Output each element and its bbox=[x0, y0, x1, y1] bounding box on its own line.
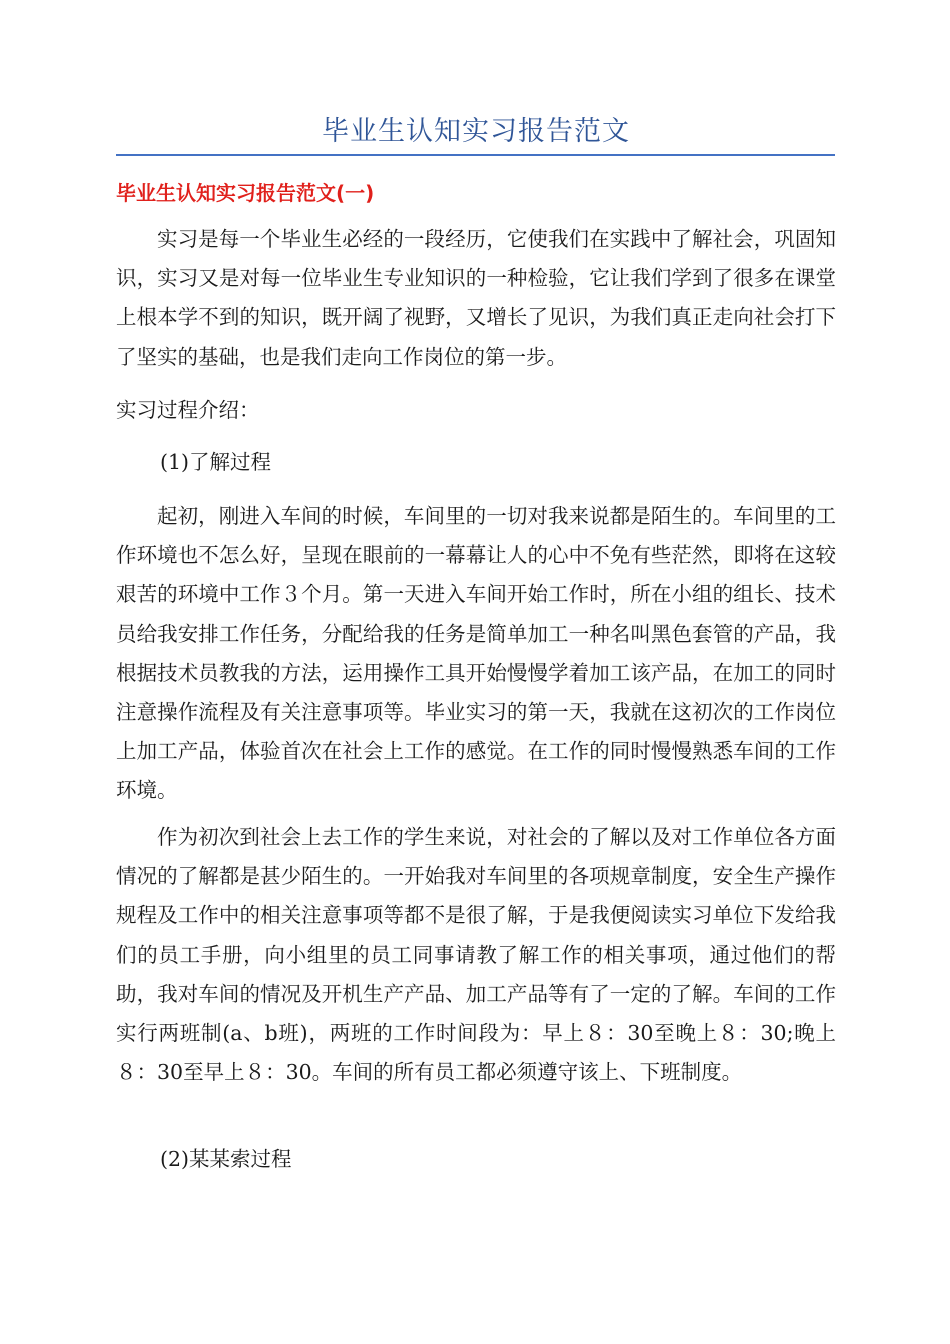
step2-heading-block bbox=[116, 1140, 836, 1179]
step1-heading: (1)了解过程 bbox=[160, 450, 272, 474]
section-heading: 毕业生认知实习报告范文(一) bbox=[116, 181, 375, 205]
intro-paragraph-block bbox=[116, 220, 836, 377]
process-intro-label: 实习过程介绍： bbox=[116, 398, 260, 422]
intro-paragraph: 实习是每一个毕业生必经的一段经历，它使我们在实践中了解社会，巩固知识，实习又是对每一位毕业生专业知识的一种检验，它让我们学到了很多在课堂上根本学不到的知识，既开阔了视野，又增长了见识，为我们真正走向社会打下了坚实的基础，也是我们走向工作岗位的第一步。 bbox=[116, 227, 836, 369]
title-underline bbox=[116, 154, 835, 156]
step1-heading-block bbox=[116, 443, 836, 482]
step1-paragraph2-block bbox=[116, 818, 836, 1092]
step1-paragraph-2: 作为初次到社会上去工作的学生来说，对社会的了解以及对工作单位各方面情况的了解都是甚少陌生的。一开始我对车间里的各项规章制度，安全生产操作规程及工作中的相关注意事项等都不是很了解，于是我便阅读实习单位下发给我们的员工手册，向小组里的员工同事请教了解工作的相关事项，通过他们的帮助，我对车间的情况及开机生产产品、加工产品等有了一定的了解。车间的工作实行两班制(a、b班)，两班的工作时间段为：早上８：30至晚上８：30;晚上８：30至早上８：30。车间的所有员工都必须遵守该上、下班制度。 bbox=[116, 825, 836, 1085]
step1-paragraph: 起初，刚进入车间的时候，车间里的一切对我来说都是陌生的。车间里的工作环境也不怎么好，呈现在眼前的一幕幕让人的心中不免有些茫然，即将在这较艰苦的环境中工作３个月。第一天进入车间开始工作时，所在小组的组长、技术员给我安排工作任务，分配给我的任务是简单加工一种名叫黑色套管的产品，我根据技术员教我的方法，运用操作工具开始慢慢学着加工该产品，在加工的同时注意操作流程及有关注意事项等。毕业实习的第一天，我就在这初次的工作岗位上加工产品，体验首次在社会上工作的感觉。在工作的同时慢慢熟悉车间的工作环境。 bbox=[116, 504, 836, 803]
step1-paragraph-block bbox=[116, 497, 836, 811]
step2-heading: (2)某某索过程 bbox=[160, 1147, 292, 1171]
document-title: 毕业生认知实习报告范文 bbox=[322, 116, 630, 147]
process-intro-block bbox=[116, 391, 836, 430]
